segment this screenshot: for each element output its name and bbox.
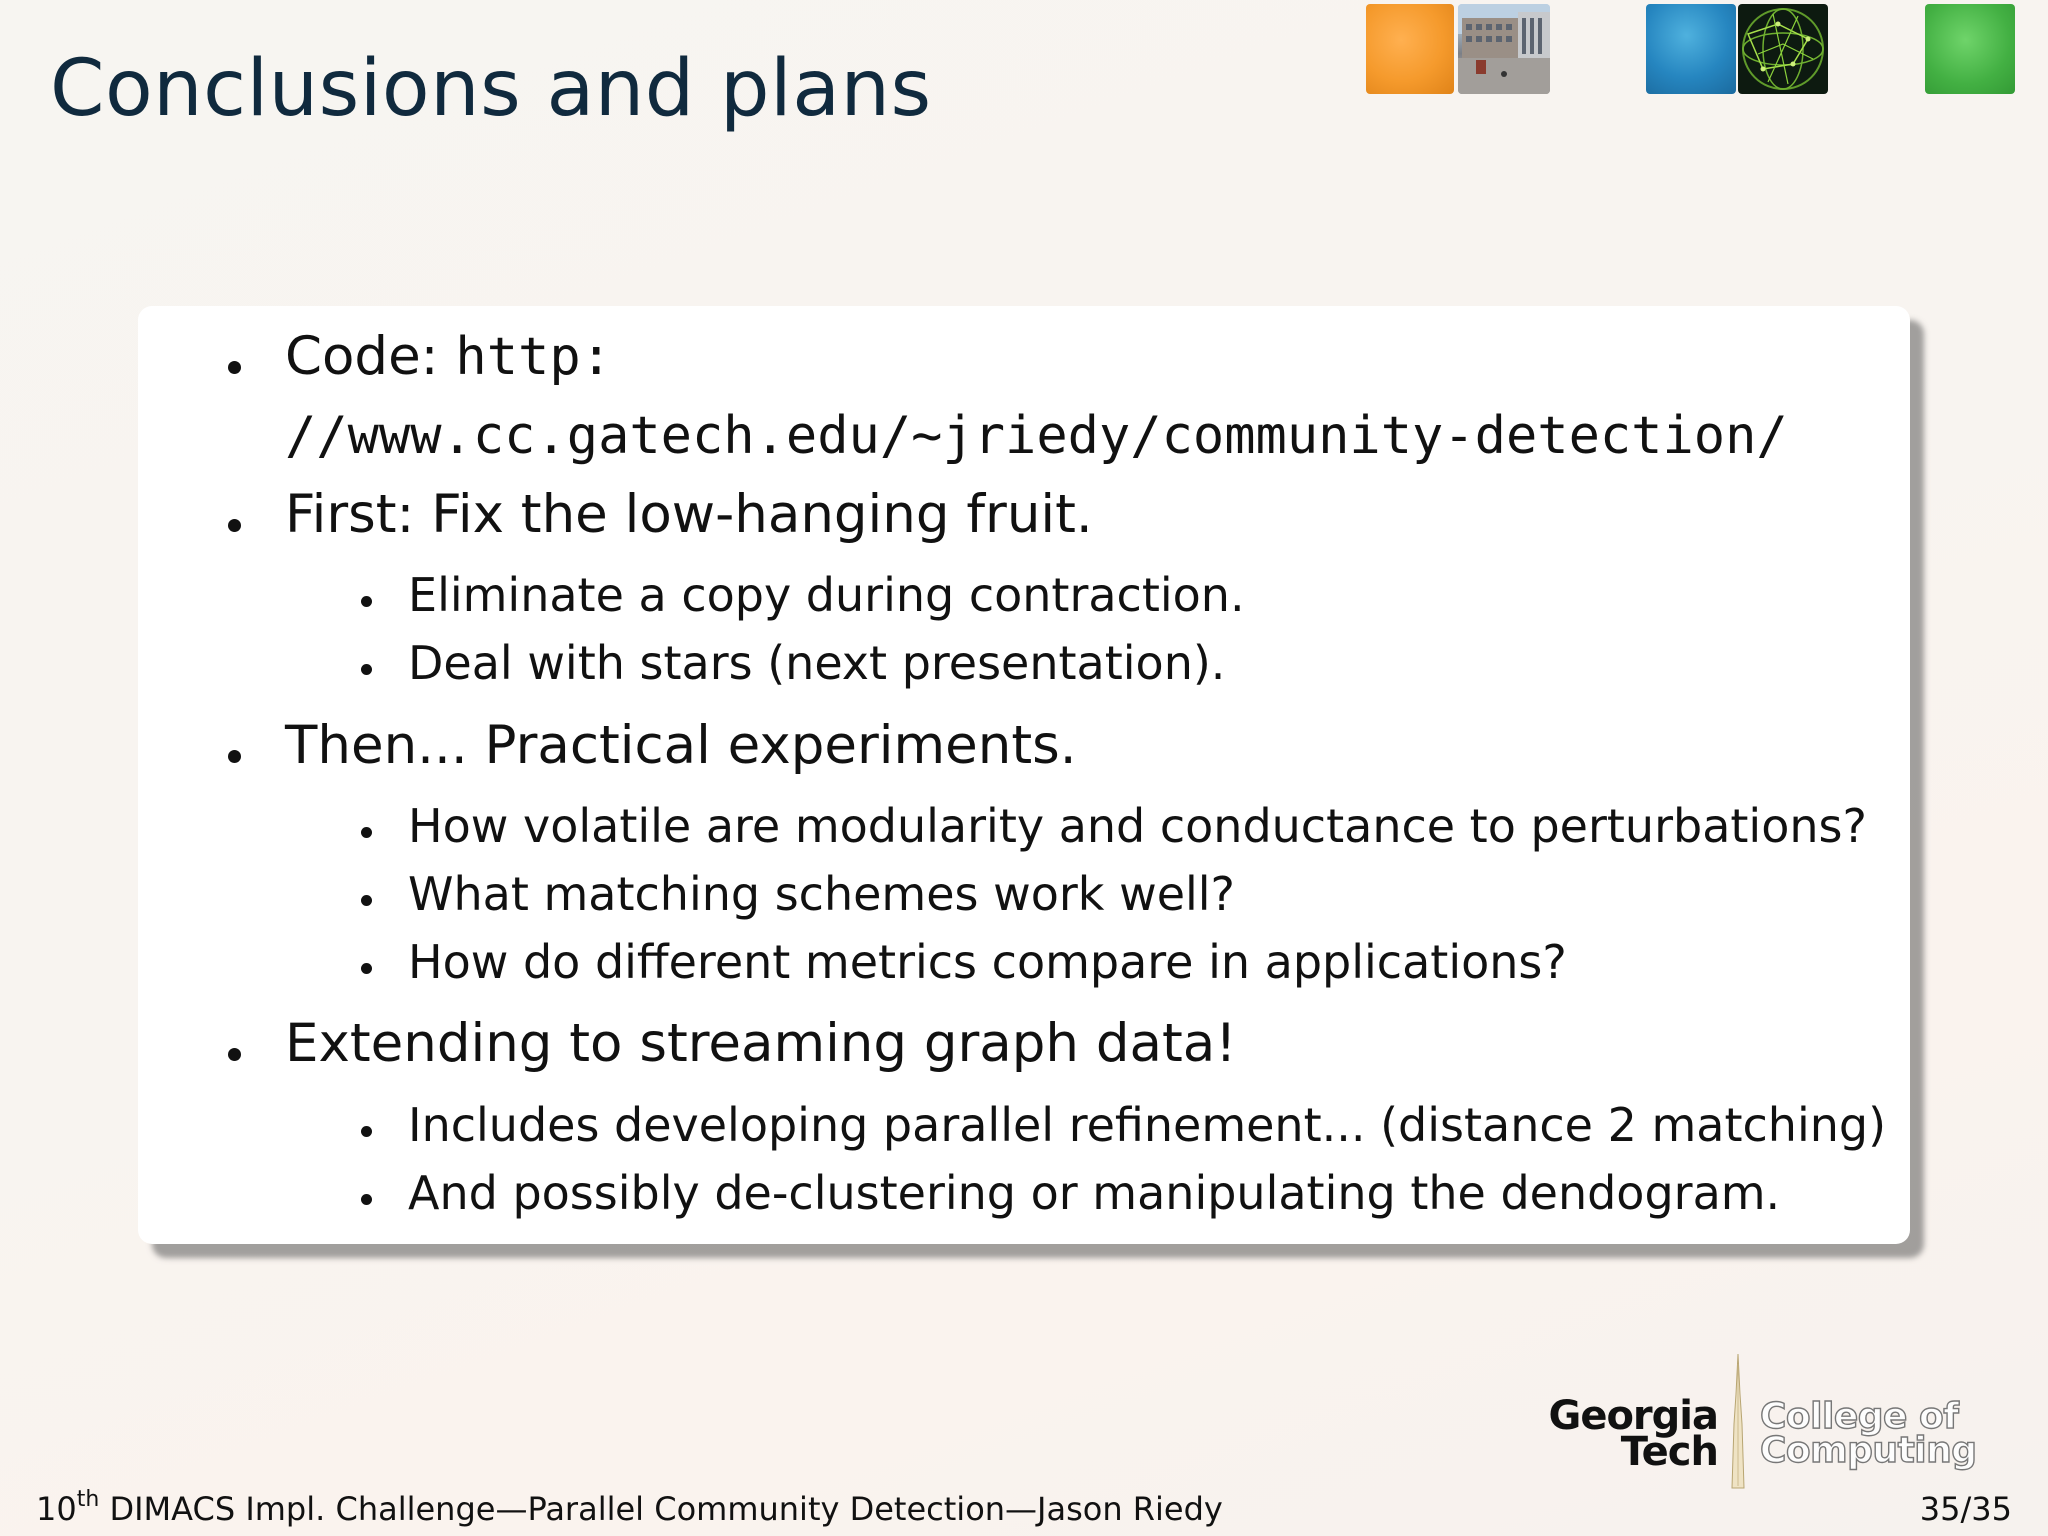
content-block bbox=[138, 306, 1910, 1244]
building-photo-icon bbox=[1458, 4, 1550, 94]
footer-title bbox=[36, 1487, 1223, 1528]
bullet-dot bbox=[228, 1048, 241, 1061]
footer-ordinal-suffix: th bbox=[76, 1487, 100, 1512]
tower-icon bbox=[1726, 1354, 1750, 1492]
logo-computing: Computing bbox=[1760, 1430, 1977, 1471]
code-label: Code: bbox=[285, 326, 439, 387]
sub-bullet-then-3: How do different metrics compare in applications? bbox=[408, 935, 1567, 989]
bullet-then: Then... Practical experiments. bbox=[285, 715, 1077, 776]
bullet-dot bbox=[228, 519, 241, 532]
blue-tile bbox=[1646, 4, 1736, 94]
sub-bullet-dot bbox=[361, 596, 372, 607]
sub-bullet-ext-1: Includes developing parallel refinement... (distance 2 matching) bbox=[408, 1098, 1887, 1152]
sub-bullet-first-1: Eliminate a copy during contraction. bbox=[408, 568, 1245, 622]
bullet-first: First: Fix the low-hanging fruit. bbox=[285, 484, 1093, 545]
sub-bullet-then-1: How volatile are modularity and conductance to perturbations? bbox=[408, 799, 1867, 853]
sub-bullet-ext-2: And possibly de-clustering or manipulating the dendogram. bbox=[408, 1166, 1781, 1220]
sub-bullet-dot bbox=[361, 664, 372, 675]
footer-text: DIMACS Impl. Challenge—Parallel Community Detection—Jason Riedy bbox=[99, 1490, 1223, 1528]
sub-bullet-dot bbox=[361, 1126, 372, 1137]
sub-bullet-first-2: Deal with stars (next presentation). bbox=[408, 636, 1226, 690]
building-photo-tile bbox=[1458, 4, 1550, 94]
sub-bullet-then-2: What matching schemes work well? bbox=[408, 867, 1235, 921]
logo-college-of: College of bbox=[1760, 1396, 1959, 1437]
network-globe-icon bbox=[1738, 4, 1828, 94]
bullet-list bbox=[138, 306, 1910, 1244]
sub-bullet-dot bbox=[361, 895, 372, 906]
header-image-strip bbox=[1366, 4, 2016, 96]
slide-title: Conclusions and plans bbox=[50, 44, 932, 134]
footer-ordinal: 10 bbox=[36, 1490, 77, 1528]
bullet-dot bbox=[228, 361, 241, 374]
network-globe-tile bbox=[1738, 4, 1828, 94]
bullet-dot bbox=[228, 750, 241, 763]
bullet-extending: Extending to streaming graph data! bbox=[285, 1013, 1237, 1074]
code-url-part1[interactable]: http: bbox=[455, 327, 612, 387]
logo-tech: Tech bbox=[1620, 1429, 1718, 1475]
georgia-tech-logo bbox=[1540, 1354, 2000, 1494]
green-tile bbox=[1925, 4, 2015, 94]
code-url-part2[interactable]: //www.cc.gatech.edu/~jriedy/community-detection/ bbox=[285, 406, 1788, 466]
sub-bullet-dot bbox=[361, 1194, 372, 1205]
orange-tile bbox=[1366, 4, 1454, 94]
sub-bullet-dot bbox=[361, 963, 372, 974]
page-number: 35/35 bbox=[1919, 1490, 2012, 1528]
logo-georgia: Georgia bbox=[1548, 1393, 1718, 1439]
bullet-code bbox=[285, 326, 612, 387]
sub-bullet-dot bbox=[361, 827, 372, 838]
